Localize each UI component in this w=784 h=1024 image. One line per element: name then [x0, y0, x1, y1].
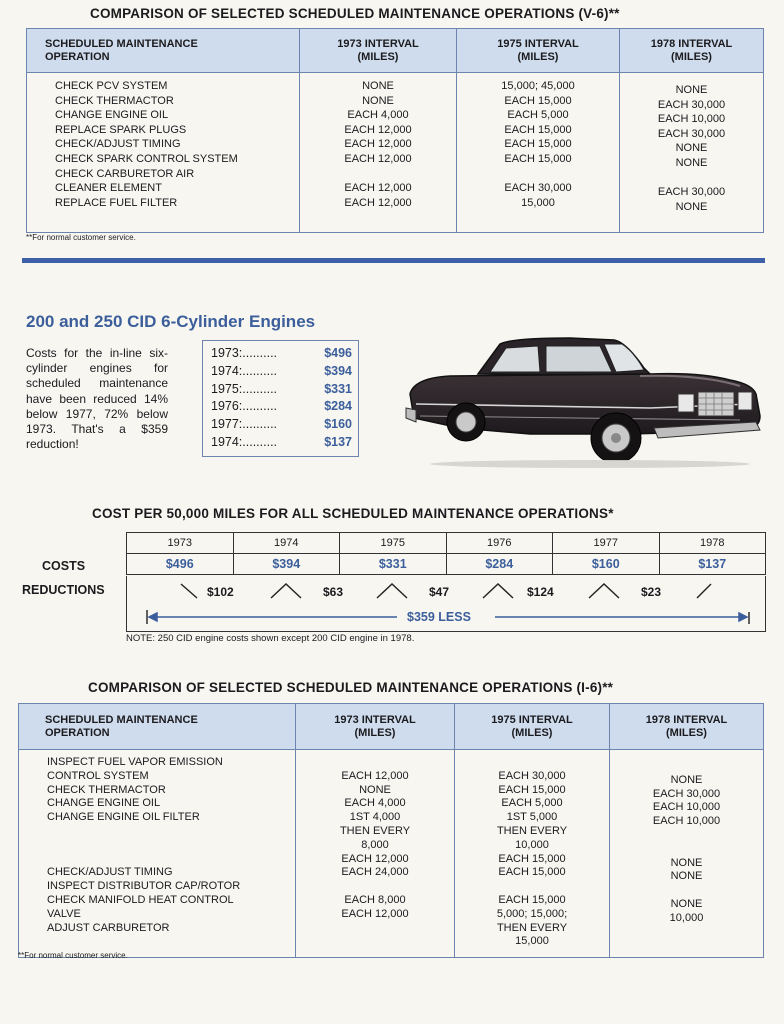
- chevron-down-1973: [181, 584, 197, 598]
- year-row: [211, 398, 352, 416]
- reduction-value: $47: [429, 585, 450, 599]
- v6-header-1978: 1978 INTERVAL (MILES): [620, 29, 764, 73]
- reductions-panel: [126, 576, 766, 632]
- i6-maintenance-table: [18, 703, 764, 958]
- chevron-1974: [271, 584, 301, 598]
- costs-label: COSTS: [42, 559, 86, 573]
- i6-header-operation: SCHEDULED MAINTENANCE OPERATION: [19, 704, 296, 750]
- year-label: 1974:..........: [211, 434, 278, 449]
- car-illustration: [400, 330, 768, 472]
- year-amount: $394: [324, 363, 352, 378]
- total-reduction: $359 LESS: [407, 610, 471, 624]
- chevron-1975: [377, 584, 407, 598]
- cost-year-cell: 1976: [446, 533, 553, 554]
- reduction-value: $23: [641, 585, 662, 599]
- cost-amount-cell: $496: [127, 554, 234, 575]
- i6-footnote: **For normal customer service.: [18, 951, 128, 960]
- v6-operations: CHECK PCV SYSTEM CHECK THERMACTOR CHANGE ENGINE OIL REPLACE SPARK PLUGS CHECK/ADJUST TIMING CHECK SPARK CONTROL SYSTEM CHECK CARBURETOR AIR CLEANER ELEMENT REPLACE FUEL FILTER: [55, 80, 238, 209]
- chevron-1977: [589, 584, 619, 598]
- year-amount: $137: [324, 434, 352, 449]
- i6-interval-1975: EACH 30,000 EACH 15,000 EACH 5,000 1ST 5,000 THEN EVERY 10,000 EACH 15,000 EACH 15,000 EACH 15,000 5,000; 15,000; THEN EVERY 15,000: [455, 750, 610, 958]
- i6-title: COMPARISON OF SELECTED SCHEDULED MAINTENANCE OPERATIONS (I-6)**: [88, 680, 614, 695]
- v6-maintenance-table: [26, 28, 764, 233]
- cost-amount-cell: $284: [446, 554, 553, 575]
- section-title: 200 and 250 CID 6-Cylinder Engines: [26, 312, 316, 331]
- yearly-cost-box: [202, 340, 359, 457]
- year-label: 1973:..........: [211, 346, 278, 360]
- cost-title: COST PER 50,000 MILES FOR ALL SCHEDULED MAINTENANCE OPERATIONS*: [92, 506, 614, 521]
- cost-amount-cell: $331: [340, 554, 447, 575]
- v6-interval-1978: NONE EACH 30,000 EACH 10,000 EACH 30,000 NONE NONE EACH 30,000 NONE: [620, 73, 764, 233]
- v6-title: COMPARISON OF SELECTED SCHEDULED MAINTENANCE OPERATIONS (V-6)**: [90, 6, 620, 21]
- year-row: [211, 434, 352, 452]
- year-label: 1975:..........: [211, 381, 278, 396]
- year-amount: $160: [324, 417, 352, 432]
- year-row: [211, 381, 352, 399]
- year-label: 1977:..........: [211, 417, 278, 432]
- section-paragraph: Costs for the in-line six-cylinder engines for scheduled maintenance have been reduced 14% below 1977, 72% below 1973. That's a $359 reduction!: [26, 346, 168, 452]
- v6-header-1973: 1973 INTERVAL (MILES): [300, 29, 457, 73]
- year-row: [211, 345, 352, 363]
- year-amount: $284: [324, 399, 352, 414]
- year-label: 1976:..........: [211, 399, 278, 414]
- reduction-value: $102: [207, 585, 234, 599]
- reduction-value: $63: [323, 585, 344, 599]
- reductions-label: REDUCTIONS: [22, 583, 105, 597]
- year-row: [211, 363, 352, 381]
- chevron-1976: [483, 584, 513, 598]
- v6-header-1975: 1975 INTERVAL (MILES): [457, 29, 620, 73]
- cost-table: [126, 532, 766, 575]
- chevron-up-1978: [697, 584, 711, 598]
- year-amount: $331: [324, 381, 352, 396]
- i6-header-1978: 1978 INTERVAL (MILES): [610, 704, 764, 750]
- cost-amount-cell: $394: [233, 554, 340, 575]
- section-divider: [22, 258, 765, 263]
- arrow-right-icon: [739, 613, 747, 621]
- v6-interval-1973: NONE NONE EACH 4,000 EACH 12,000 EACH 12,000 EACH 12,000 EACH 12,000 EACH 12,000: [300, 73, 457, 233]
- cost-year-cell: 1977: [553, 533, 660, 554]
- year-label: 1974:..........: [211, 363, 278, 378]
- v6-interval-1975: 15,000; 45,000 EACH 15,000 EACH 5,000 EACH 15,000 EACH 15,000 EACH 15,000 EACH 30,000 15,000: [457, 73, 620, 233]
- cost-year-cell: 1975: [340, 533, 447, 554]
- i6-header-1975: 1975 INTERVAL (MILES): [455, 704, 610, 750]
- reduction-value: $124: [527, 585, 554, 599]
- i6-interval-1978: NONE EACH 30,000 EACH 10,000 EACH 10,000 NONE NONE NONE 10,000: [610, 750, 764, 958]
- i6-header-1973: 1973 INTERVAL (MILES): [296, 704, 455, 750]
- cost-year-cell: 1974: [233, 533, 340, 554]
- cost-year-cell: 1978: [659, 533, 766, 554]
- year-amount: $496: [324, 346, 352, 360]
- v6-header-operation: SCHEDULED MAINTENANCE OPERATION: [27, 29, 300, 73]
- cost-year-cell: 1973: [127, 533, 234, 554]
- i6-interval-1973: EACH 12,000 NONE EACH 4,000 1ST 4,000 THEN EVERY 8,000 EACH 12,000 EACH 24,000 EACH 8,000 EACH 12,000: [296, 750, 455, 958]
- i6-operations: INSPECT FUEL VAPOR EMISSION CONTROL SYSTEM CHECK THERMACTOR CHANGE ENGINE OIL CHANGE ENGINE OIL FILTER CHECK/ADJUST TIMING INSPECT DISTRIBUTOR CAP/ROTOR CHECK MANIFOLD HEAT CONTROL VALVE ADJUST CARBURETOR: [47, 756, 241, 934]
- cost-amount-cell: $137: [659, 554, 766, 575]
- cost-amount-cell: $160: [553, 554, 660, 575]
- year-row: [211, 416, 352, 434]
- arrow-left-icon: [149, 613, 157, 621]
- v6-footnote: **For normal customer service.: [26, 233, 136, 242]
- cost-note: NOTE: 250 CID engine costs shown except 200 CID engine in 1978.: [126, 633, 415, 644]
